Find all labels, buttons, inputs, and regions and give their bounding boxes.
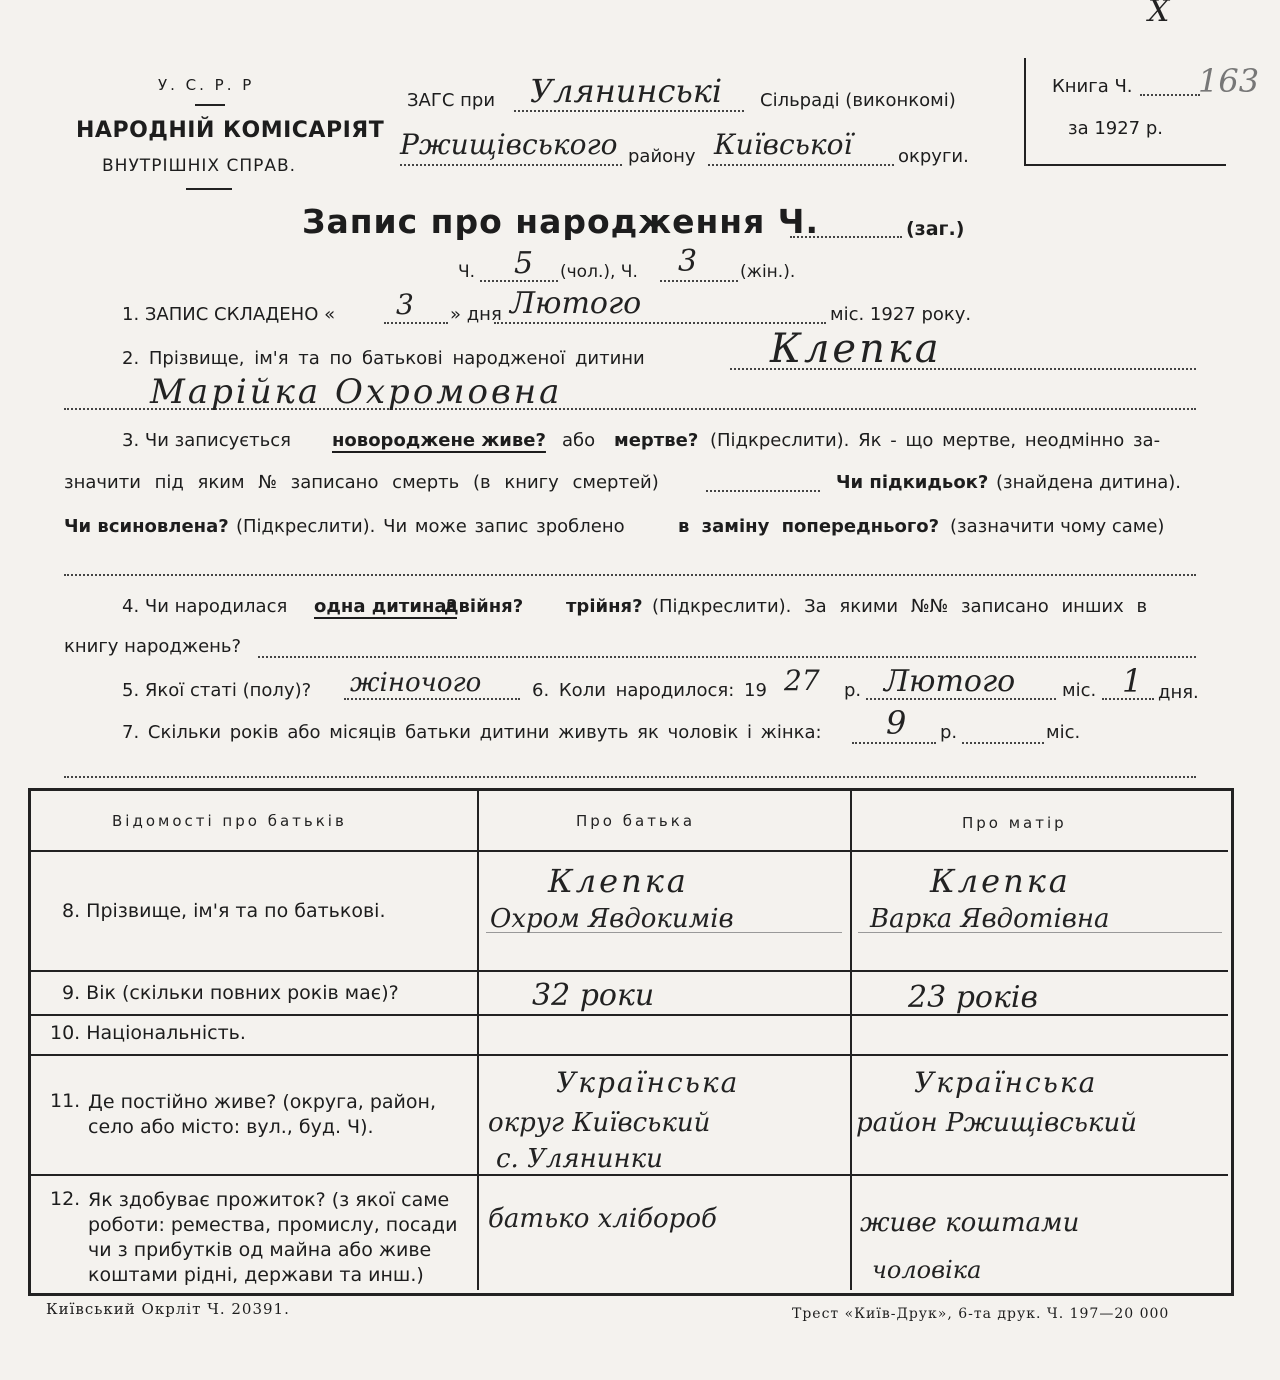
item7-label: 7. Скільки років або місяців батьки дитини живуть як чоловік і жінка: — [122, 722, 822, 743]
registry-prefix: ЗАГС при — [407, 90, 496, 111]
father-surname[interactable]: Клепка — [548, 862, 689, 900]
item3-l2c: (знайдена дитина). — [996, 472, 1182, 493]
item1-mid: » дня — [450, 304, 502, 325]
item1-day[interactable]: 3 — [396, 288, 414, 321]
okrug-label: округи. — [898, 146, 969, 167]
father-age[interactable]: 32 роки — [532, 978, 655, 1013]
mother-age[interactable]: 23 рокiв — [908, 980, 1038, 1015]
footer-left: Київський Окрліт Ч. 20391. — [46, 1300, 290, 1318]
marriage-years[interactable]: 9 — [886, 704, 907, 742]
male-count[interactable]: 5 — [514, 246, 534, 281]
row12-num: 12. — [50, 1188, 81, 1210]
table-row-divider-11 — [31, 1174, 1228, 1176]
registry-suffix: Сільраді (виконкомі) — [760, 90, 956, 111]
row12-label: Як здобуває прожиток? (з якої саме роботи: ремества, промислу, посади чи з прибутків од майна або живе коштами рідні, держави та инш.) — [88, 1189, 458, 1286]
item4-triplets[interactable]: трійня? — [566, 596, 643, 617]
item4-l1a: 4. Чи народилася — [122, 596, 288, 617]
item3-replacement[interactable]: в заміну попереднього? — [678, 516, 940, 537]
item5-label: 5. Якої статі (полу)? — [122, 680, 312, 701]
book-number-label: Книга Ч. — [1052, 76, 1133, 97]
table-row-divider-8 — [31, 970, 1228, 972]
row11-num: 11. — [50, 1090, 81, 1112]
header-info: Відомості про батьків — [112, 812, 347, 830]
item1-suffix: міс. 1927 року. — [830, 304, 972, 325]
mother-occupation-2[interactable]: чоловiка — [872, 1256, 982, 1284]
item4-l2: книгу народжень? — [64, 636, 242, 657]
row10-label: 10. Національність. — [50, 1022, 246, 1044]
table-row-divider-9 — [31, 1014, 1228, 1016]
birth-year[interactable]: 27 — [784, 664, 820, 697]
item1-prefix: 1. ЗАПИС СКЛАДЕНО « — [122, 304, 336, 325]
corner-mark: X — [1148, 0, 1170, 29]
item6-label: 6. Коли народилося: 19 — [532, 680, 767, 701]
father-residence-2[interactable]: округ Київський — [488, 1108, 711, 1138]
header-divider-2 — [186, 188, 232, 190]
item6-r: р. — [844, 680, 862, 701]
okrug-name[interactable]: Київської — [714, 128, 853, 161]
village-name[interactable]: Улянинськi — [530, 72, 723, 110]
item4-single[interactable]: одна дитина? — [314, 596, 457, 617]
item3-l2a: значити під яким № записано смерть (в книгу смертей) — [64, 472, 659, 493]
father-residence-1[interactable]: Українська — [556, 1066, 740, 1099]
general-no-dots — [790, 236, 902, 238]
district-name[interactable]: Ржищiвського — [400, 128, 618, 161]
item4-l1e: (Підкреслити). За якими №№ записано инших в — [652, 596, 1148, 617]
item3-l3d: (зазначити чому саме) — [950, 516, 1165, 537]
commissariat-title: НАРОДНІЙ КОМІСАРІЯТ — [76, 118, 385, 143]
female-suffix: (жін.). — [740, 262, 796, 282]
birth-day[interactable]: 1 — [1122, 662, 1143, 700]
item6-mis: міс. — [1062, 680, 1097, 701]
item7-mis: міс. — [1046, 722, 1081, 743]
item3-l3b: (Підкреслити). Чи може запис зроблено — [236, 516, 625, 537]
item5-dots — [344, 698, 520, 700]
father-residence-3[interactable]: с. Улянинки — [496, 1144, 663, 1174]
district-label: району — [628, 146, 696, 167]
item3-newborn-alive[interactable]: новороджене живе? — [332, 430, 546, 451]
item4-twins[interactable]: двійня? — [444, 596, 524, 617]
record-title: Запис про народження Ч. — [302, 202, 819, 241]
child-sex[interactable]: жіночого — [350, 668, 482, 698]
item3-dead[interactable]: мертве? — [614, 430, 699, 451]
table-row-divider-10 — [31, 1054, 1228, 1056]
item3-l1e: (Підкреслити). Як - що мертве, неодмінно за- — [710, 430, 1161, 451]
row9-label: 9. Вік (скільки повних років має)? — [62, 982, 399, 1004]
mother-occupation-1[interactable]: живе коштами — [860, 1208, 1080, 1238]
item2-label: 2. Прізвище, ім'я та по батькові народженої дитини — [122, 348, 645, 369]
department-title: ВНУТРІШНІХ СПРАВ. — [102, 156, 297, 176]
item4-others-dots — [258, 656, 1196, 658]
item3-l1a: 3. Чи записується — [122, 430, 291, 451]
footer-right: Трест «Київ-Друк», 6-та друк. Ч. 197—20 000 — [792, 1306, 1170, 1322]
item3-adopted[interactable]: Чи всиновлена? — [64, 516, 229, 537]
item7-r: р. — [940, 722, 958, 743]
item6-dnia: дня. — [1158, 682, 1199, 703]
table-row-divider-header — [31, 850, 1228, 852]
mother-surname[interactable]: Клепка — [930, 862, 1071, 900]
item7-extra-dots — [64, 776, 1196, 778]
item1-month[interactable]: Лютого — [510, 286, 642, 321]
child-given-name[interactable]: Марійка Охромовна — [150, 372, 563, 412]
item3-l1c: або — [562, 430, 596, 451]
republic-label: У. С. Р. Р — [158, 76, 255, 94]
item7-years-dots — [852, 742, 936, 744]
child-surname[interactable]: Клепка — [770, 326, 942, 372]
row11-label: Де постійно живе? (округа, район, село або місто: вул., буд. Ч). — [88, 1091, 436, 1138]
district-dots — [400, 164, 622, 166]
item1-day-dots — [384, 322, 448, 324]
female-dots — [660, 280, 738, 282]
okrug-dots — [708, 164, 894, 166]
village-dots — [514, 110, 744, 112]
header-divider — [195, 104, 225, 106]
item3-reason-dots — [64, 574, 1196, 576]
header-mother: Про матір — [962, 814, 1067, 832]
female-count[interactable]: 3 — [678, 244, 698, 279]
male-prefix: Ч. — [458, 262, 476, 282]
table-col-divider-1 — [477, 791, 479, 1290]
mother-residence-2[interactable]: район Ржищiвський — [856, 1108, 1137, 1138]
father-given-name[interactable]: Охром Явдокимiв — [490, 904, 734, 934]
male-suffix: (чол.), Ч. — [560, 262, 638, 282]
mother-given-name[interactable]: Варка Явдотiвна — [870, 904, 1110, 934]
page-number: 163 — [1198, 62, 1260, 100]
item1-month-dots — [494, 322, 826, 324]
row8-label: 8. Прізвище, ім'я та по батькові. — [62, 900, 386, 922]
mother-residence-1[interactable]: Українська — [914, 1066, 1098, 1099]
item7-months-dots — [962, 742, 1044, 744]
father-occupation[interactable]: батько хлiбороб — [488, 1204, 717, 1234]
book-box — [1024, 58, 1226, 166]
header-father: Про батька — [576, 812, 696, 830]
item3-death-no-dots — [706, 490, 820, 492]
table-col-divider-2 — [850, 791, 852, 1290]
book-number-dots — [1140, 94, 1200, 96]
general-suffix: (заг.) — [906, 218, 965, 240]
book-year-label: за 1927 р. — [1068, 118, 1164, 139]
item3-foundling[interactable]: Чи підкидьок? — [836, 472, 989, 493]
birth-month[interactable]: Лютого — [884, 664, 1016, 699]
